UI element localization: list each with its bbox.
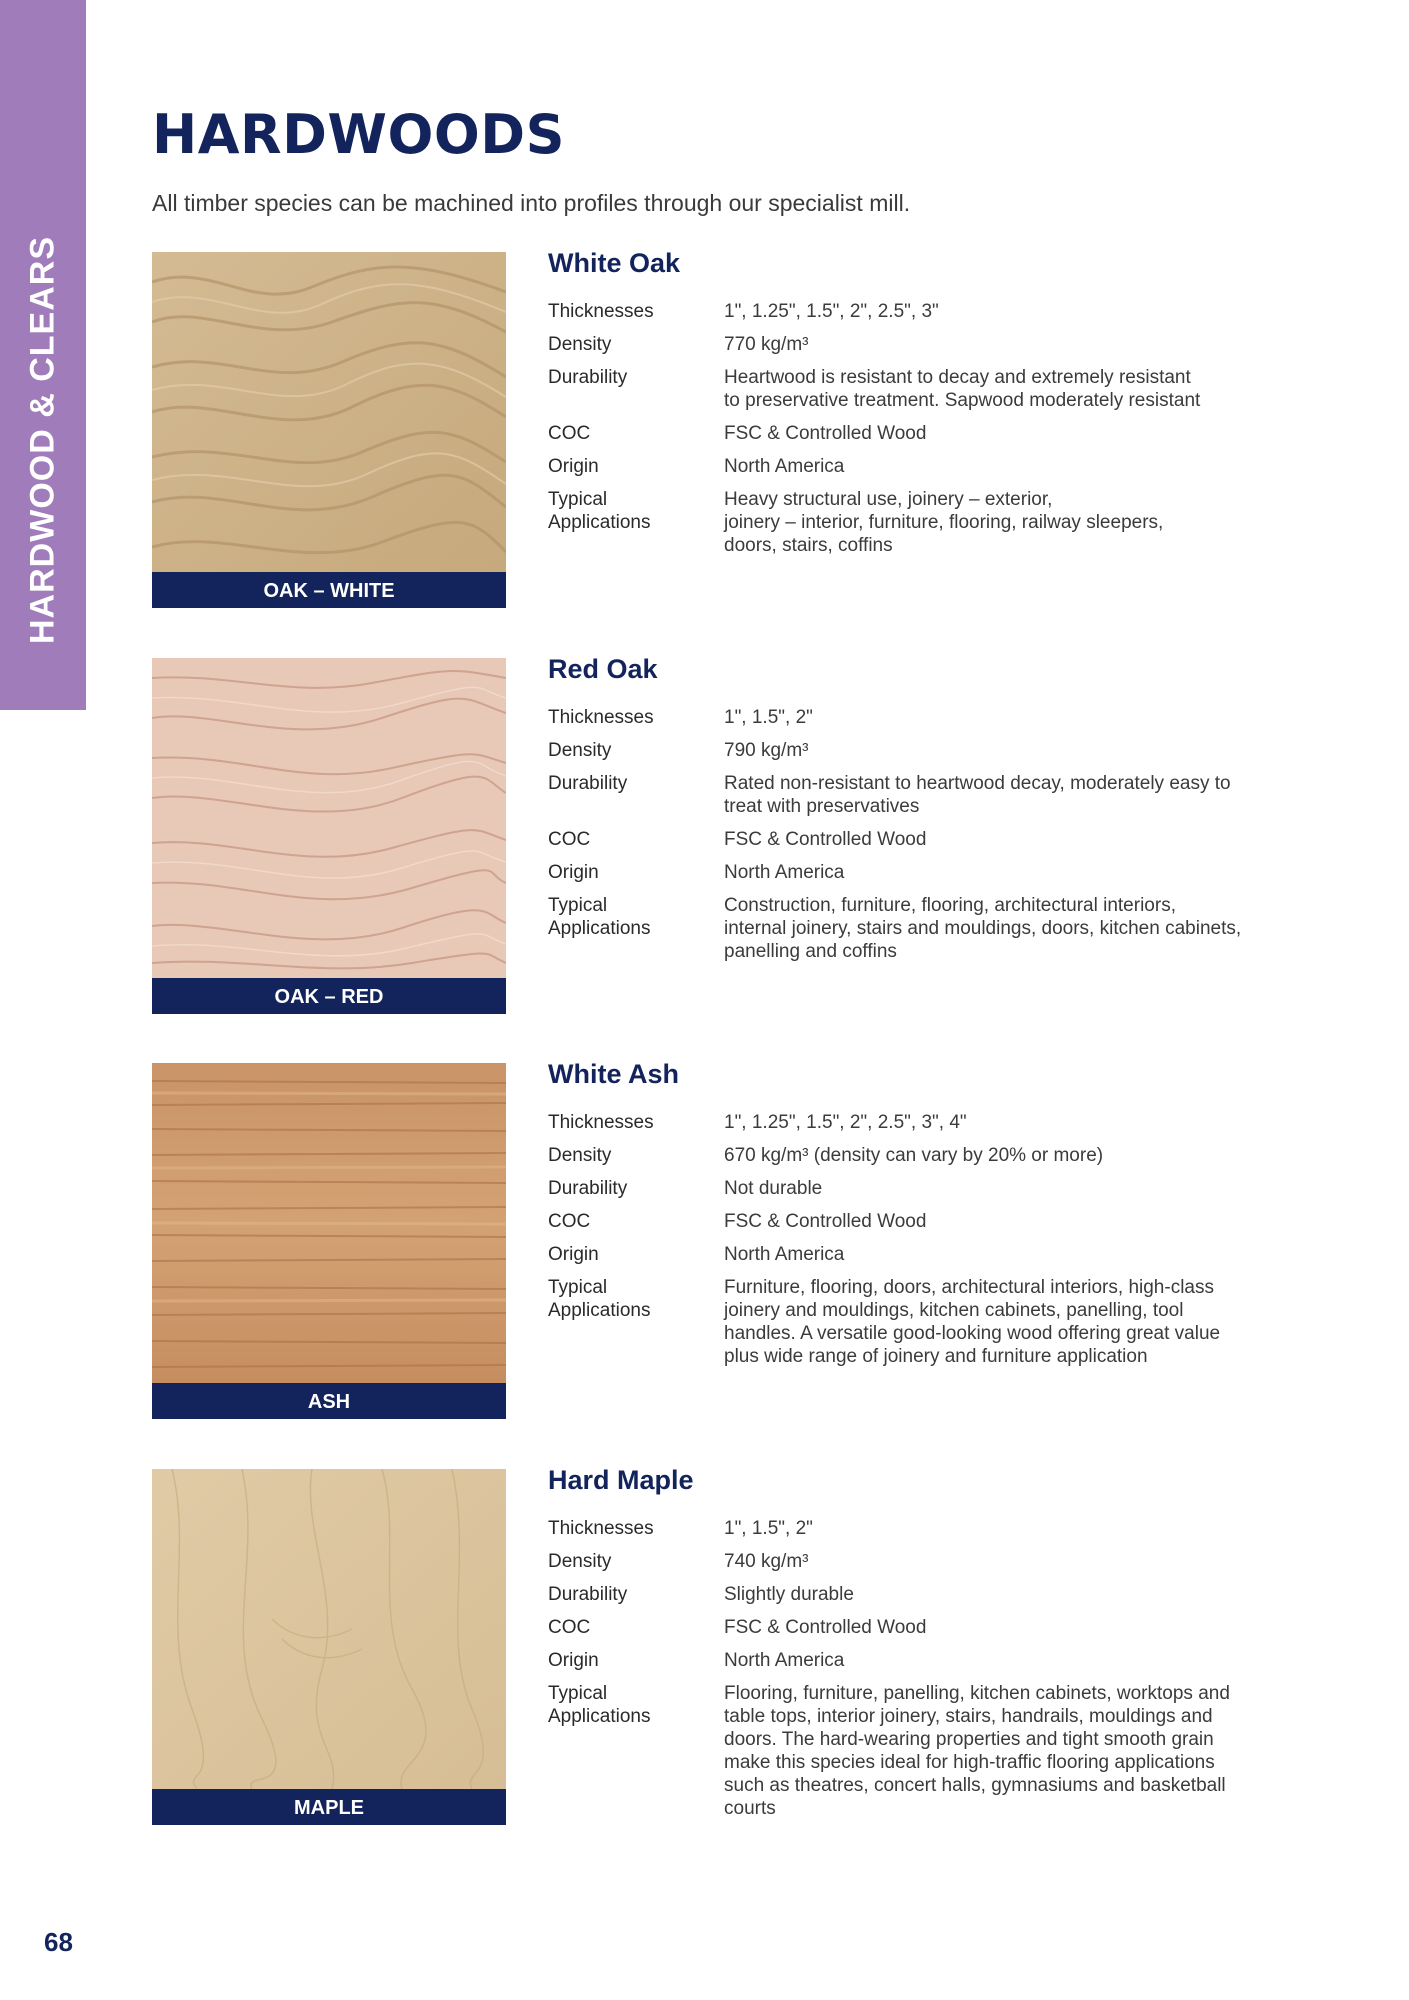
spec-value: 1", 1.25", 1.5", 2", 2.5", 3", 4" [724, 1112, 967, 1133]
spec-value: North America [724, 862, 845, 883]
spec-value: Heavy structural use, joinery – exterior, joinery – interior, furniture, flooring, railway sleepers, doors, stairs, coffins [724, 489, 1164, 556]
spec-key: Durability [548, 1584, 628, 1605]
spec-key: Typical Applications [548, 1683, 651, 1727]
spec-key: Origin [548, 456, 599, 477]
side-section-tab [0, 0, 86, 710]
spec-key: Density [548, 1145, 612, 1166]
spec-key: Durability [548, 367, 628, 388]
spec-key: Typical Applications [548, 895, 651, 939]
spec-value: FSC & Controlled Wood [724, 829, 927, 850]
spec-key: Thicknesses [548, 707, 654, 728]
spec-value: North America [724, 1244, 845, 1265]
spec-key: Density [548, 334, 612, 355]
swatch [152, 1063, 506, 1419]
page-title: HARDWOODS [152, 103, 565, 166]
swatch-label: OAK – WHITE [152, 572, 506, 608]
spec-table [548, 300, 1268, 557]
spec-key: Typical Applications [548, 489, 651, 533]
spec-key: Thicknesses [548, 1518, 654, 1539]
swatch [152, 252, 506, 608]
spec-key: Durability [548, 1178, 628, 1199]
spec-key: Thicknesses [548, 301, 654, 322]
species-name: Red Oak [548, 654, 658, 684]
maple-wood-grain-icon [152, 1469, 506, 1789]
spec-key: Density [548, 1551, 612, 1572]
spec-key: Origin [548, 1650, 599, 1671]
swatch-label: OAK – RED [152, 978, 506, 1014]
spec-value: Rated non-resistant to heartwood decay, moderately easy to treat with preservatives [724, 773, 1231, 817]
spec-value: Slightly durable [724, 1584, 854, 1605]
species-name: White Ash [548, 1059, 679, 1089]
white-oak-wood-grain-icon [152, 252, 506, 572]
swatch-label: ASH [152, 1383, 506, 1419]
spec-table [548, 1111, 1268, 1368]
spec-value: 790 kg/m³ [724, 740, 809, 761]
spec-value: 1", 1.5", 2" [724, 1518, 813, 1539]
page-number: 68 [44, 1927, 73, 1957]
ash-wood-grain-icon [152, 1063, 506, 1383]
spec-key: Thicknesses [548, 1112, 654, 1133]
spec-value: FSC & Controlled Wood [724, 423, 927, 444]
spec-value: 670 kg/m³ (density can vary by 20% or more) [724, 1145, 1104, 1166]
spec-value: FSC & Controlled Wood [724, 1617, 927, 1638]
spec-key: COC [548, 423, 591, 444]
swatch [152, 1469, 506, 1825]
spec-key: Origin [548, 1244, 599, 1265]
species-name: Hard Maple [548, 1465, 694, 1495]
spec-key: Density [548, 740, 612, 761]
spec-value: Construction, furniture, flooring, architectural interiors, internal joinery, stairs and mouldings, doors, kitchen cabinets, panelling and coffins [724, 895, 1242, 962]
swatch [152, 658, 506, 1014]
swatch-label: MAPLE [152, 1789, 506, 1825]
species-name: White Oak [548, 248, 681, 278]
spec-value: 1", 1.25", 1.5", 2", 2.5", 3" [724, 301, 939, 322]
spec-table [548, 1517, 1268, 1820]
spec-key: COC [548, 829, 591, 850]
spec-value: Heartwood is resistant to decay and extremely resistant to preservative treatment. Sapwood moderately resistant [724, 367, 1201, 411]
spec-value: Not durable [724, 1178, 823, 1199]
spec-key: COC [548, 1211, 591, 1232]
spec-value: North America [724, 456, 845, 477]
spec-value: Flooring, furniture, panelling, kitchen cabinets, worktops and table tops, interior joinery, stairs, handrails, mouldings and doors. The hard-wearing properties and tight smooth grain make this species ideal for high-traffic flooring applications such as theatres, concert halls, gymnasiums and basketball courts [724, 1683, 1230, 1819]
spec-key: Origin [548, 862, 599, 883]
spec-value: North America [724, 1650, 845, 1671]
spec-value: 1", 1.5", 2" [724, 707, 813, 728]
side-section-label: HARDWOOD & CLEARS [23, 236, 62, 644]
page-subtitle: All timber species can be machined into profiles through our specialist mill. [152, 190, 911, 216]
spec-table [548, 706, 1268, 963]
red-oak-wood-grain-icon [152, 658, 506, 978]
spec-value: FSC & Controlled Wood [724, 1211, 927, 1232]
spec-key: Typical Applications [548, 1277, 651, 1321]
spec-key: Durability [548, 773, 628, 794]
spec-value: Furniture, flooring, doors, architectural interiors, high-class joinery and mouldings, kitchen cabinets, panelling, tool handles. A versatile good-looking wood offering great value plus wide range of joinery and furniture application [724, 1277, 1221, 1367]
spec-value: 770 kg/m³ [724, 334, 809, 355]
spec-key: COC [548, 1617, 591, 1638]
spec-value: 740 kg/m³ [724, 1551, 809, 1572]
